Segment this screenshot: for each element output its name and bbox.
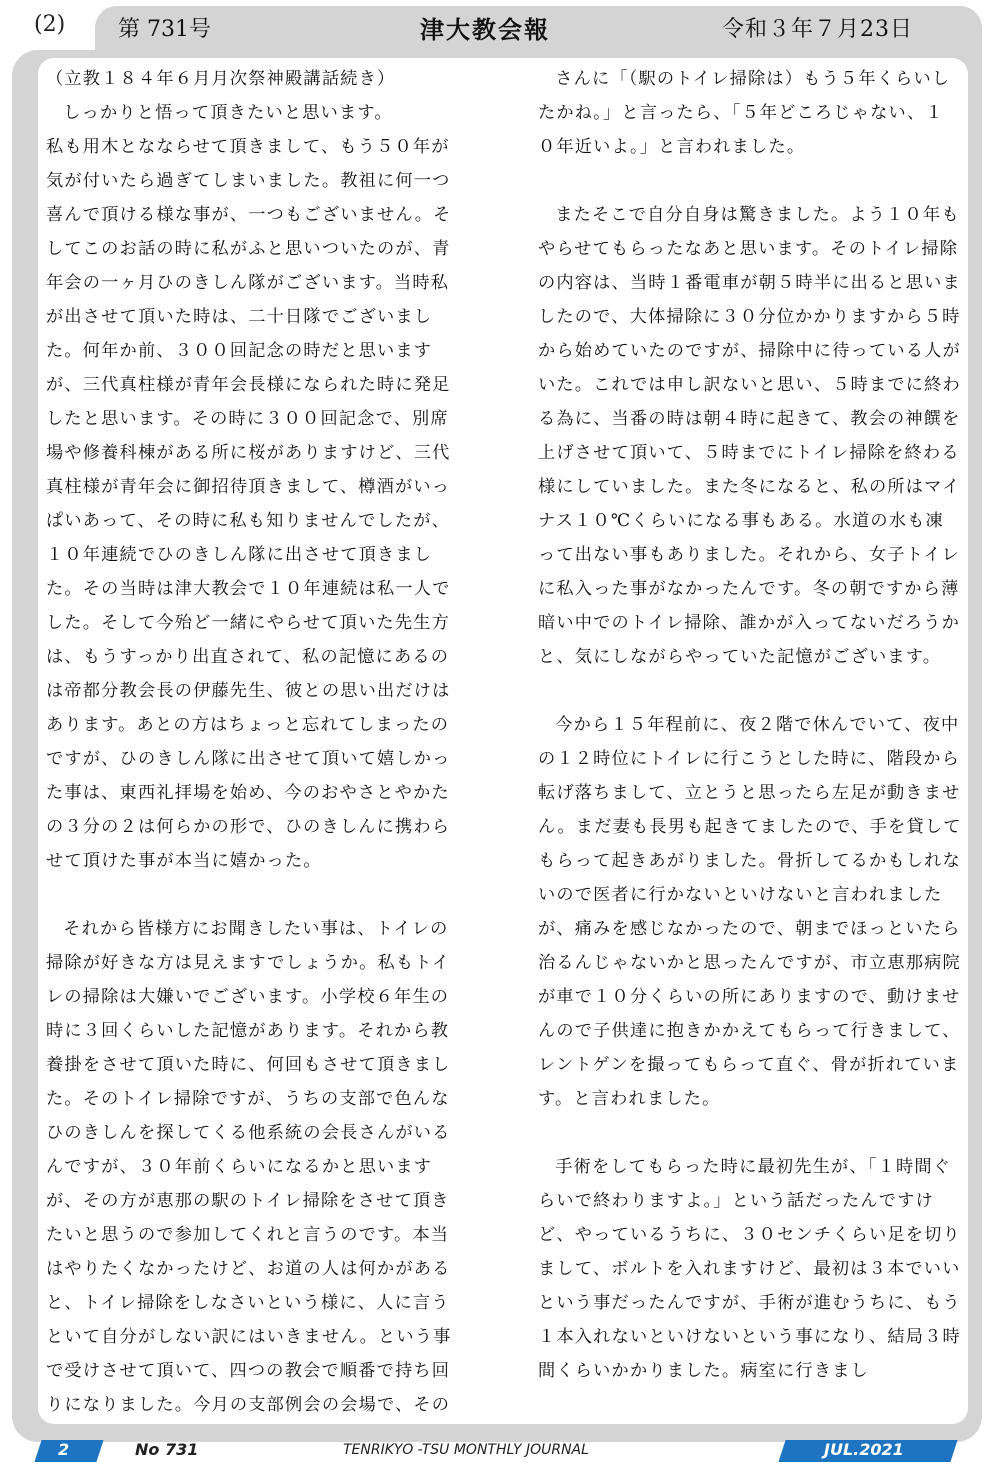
- paragraph-gap: [538, 674, 962, 708]
- page-label: (2): [34, 12, 66, 37]
- issue-number: 第 731号: [118, 17, 211, 42]
- paragraph: さんに「（駅のトイレ掃除は）もう５年くらいしたかね。」と言ったら、「５年どころじゃない、１０年近いよ。」と言われました。: [538, 69, 951, 157]
- footer-month: JUL.2021: [824, 1440, 904, 1459]
- article-panel: [38, 58, 968, 1424]
- paragraph: それから皆様方にお聞きしたい事は、トイレの掃除が好きな方は見えますでしょうか。私もトイレの掃除は大嫌いでございます。小学校６年生の時に３回くらいした記憶があります。それから教養掛をさせて頂いた時に、何回もさせて頂きました。そのトイレ掃除ですが、うちの支部で色んなひのきしんを探してくる他系統の会長さんがいるんですが、３０年前くらいになるかと思いますが、その方が恵那の駅のトイレ掃除をさせて頂きたいと思うので参加してくれと言うのです。本当はやりたくなかったけど、お道の人は何かがあると、トイレ掃除をしなさいという様に、人に言うといて自分がしない訳にはいきません。という事で受けさせて頂いて、四つの教会で順番で持ち回りになりました。今月の支部例会の会場で、その: [46, 919, 452, 1415]
- footer-journal-name: TENRIKYO -TSU MONTHLY JOURNAL: [343, 1442, 589, 1458]
- paragraph-gap: [46, 878, 466, 912]
- paragraph-gap: [538, 164, 962, 198]
- footer-issue-label: No 731: [135, 1440, 199, 1459]
- left-column: [46, 62, 466, 1424]
- paragraph: 今から１５年程前に、夜２階で休んでいて、夜中の１２時位にトイレに行こうとした時に、階段から転げ落ちまして、立とうと思ったら左足が動きません。まだ妻も長男も起きてましたので、手を貸してもらって起きあがりました。骨折してるかもしれないので医者に行かないといけないと言われましたが、痛みを感じなかったので、朝までほっといたら治るんじゃないかと思ったんですが、市立恵那病院が車で１０分くらいの所にありますので、動けませんので子供達に抱きかかえてもらって行きまして、レントゲンを撮ってもらって直ぐ、骨が折れています。と言われました。: [538, 715, 962, 1109]
- paragraph-gap: [538, 1116, 962, 1150]
- paragraph: しっかりと悟って頂きたいと思います。: [63, 103, 393, 123]
- paragraph: 私も用木となならせて頂きまして、もう５０年が気が付いたら過ぎてしまいました。教祖に何一つ喜んで頂ける様な事が、一つもございません。そしてこのお話の時に私がふと思いついたのが、青年会の一ヶ月ひのきしん隊がございます。当時私が出させて頂いた時は、二十日隊でございました。何年か前、３００回記念の時だと思いますが、三代真柱様が青年会長様になられた時に発足したと思います。その時に３００回記念で、別席場や修養科棟がある所に桜がありますけど、三代真柱様が青年会に御招待頂きまして、樽酒がいっぱいあって、その時に私も知りませんでしたが、１０年連続でひのきしん隊に出させて頂きました。その当時は津大教会で１０年連続は私一人でした。そして今殆ど一緒にやらせて頂いた先生方は、もうすっかり出直されて、私の記憶にあるのは帝都分教会長の伊藤先生、彼との思い出だけはあります。あとの方はちょっと忘れてしまったのですが、ひのきしん隊に出させて頂いて嬉しかった事は、東西礼拝場を始め、今のおやさとやかたの３分の２は何らかの形で、ひのきしんに携わらせて頂けた事が本当に嬉かった。: [46, 137, 452, 871]
- issue-date: 令和３年７月23日: [722, 17, 913, 42]
- continuation-note: （立教１８４年６月月次祭神殿講話続き）: [46, 69, 396, 89]
- footer: [0, 1436, 990, 1466]
- right-column: [538, 62, 962, 1388]
- footer-page-number: 2: [58, 1440, 70, 1459]
- journal-title: 津大教会報: [420, 15, 550, 44]
- paragraph: またそこで自分自身は驚きました。よう１０年もやらせてもらったなあと思います。そのトイレ掃除の内容は、当時１番電車が朝５時半に出ると思いましたので、大体掃除に３０分位かかりますから５時から始めていたのですが、掃除中に待っている人がいた。これでは申し訳ないと思い、５時までに終わる為に、当番の時は朝４時に起きて、教会の神饌を上げさせて頂いて、５時までにトイレ掃除を終わる様にしていました。また冬になると、私の所はマイナス１０℃くらいになる事もある。水道の水も凍って出ない事もありました。それから、女子トイレに私入った事がなかったんです。冬の朝ですから薄暗い中でのトイレ掃除、誰かが入ってないだろうかと、気にしながらやっていた記憶がございます。: [538, 205, 961, 667]
- paragraph: 手術をしてもらった時に最初先生が、「１時間ぐらいで終わりますよ。」という話だったんですけど、やっているうちに、３０センチくらい足を切りまして、ボルトを入れますけど、最初は３本でいいという事だったんですが、手術が進むうちに、もう１本入れないといけないという事になり、結局３時間くらいかかりました。病室に行きまし: [538, 1157, 961, 1381]
